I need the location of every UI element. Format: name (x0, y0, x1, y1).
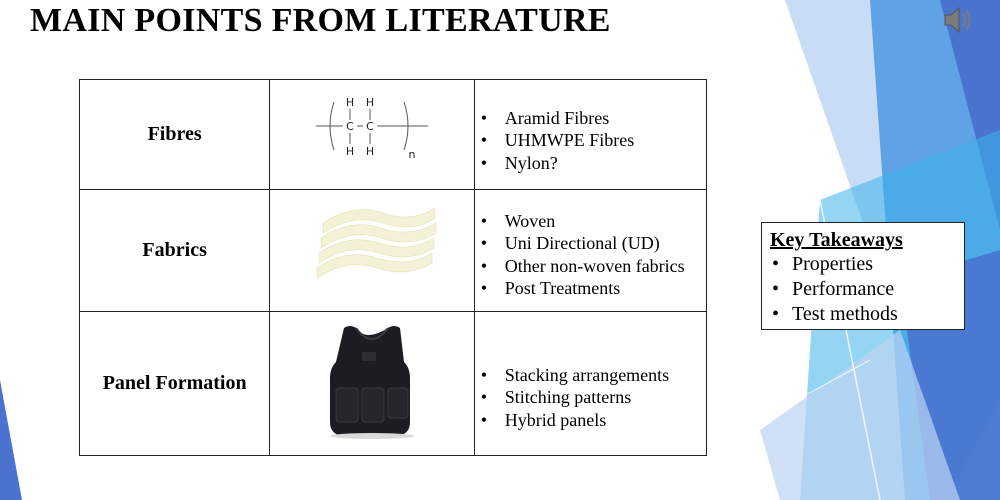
literature-table (79, 79, 707, 456)
svg-text:H: H (345, 96, 355, 109)
fabric-layers-icon (270, 190, 474, 312)
list-item: • Test methods (770, 302, 956, 327)
svg-text:H: H (345, 145, 355, 158)
list-item: • Post Treatments (481, 277, 706, 300)
svg-text:C: C (366, 120, 374, 133)
table-row (80, 190, 707, 312)
bullet-list (475, 95, 706, 175)
bullet-cell (474, 190, 706, 312)
key-takeaways-heading: Key Takeaways (770, 229, 903, 251)
list-item: • Stacking arrangements (481, 364, 706, 387)
row-label: Fibres (80, 80, 270, 190)
row-label: Fabrics (80, 190, 270, 312)
bullet-cell (474, 80, 706, 190)
key-takeaways-list (770, 252, 956, 327)
svg-text:H: H (365, 96, 375, 109)
list-item: • Performance (770, 277, 956, 302)
bullet-cell (474, 312, 706, 456)
list-item: • Hybrid panels (481, 409, 706, 432)
list-item: • UHMWPE Fibres (481, 129, 706, 152)
svg-text:H: H (365, 145, 375, 158)
list-item: • Nylon? (481, 152, 706, 175)
list-item: • Other non-woven fabrics (481, 255, 706, 278)
row-label: Panel Formation (80, 312, 270, 456)
list-item: • Uni Directional (UD) (481, 232, 706, 255)
list-item: • Woven (481, 210, 706, 233)
bullet-list (475, 336, 706, 432)
table-row (80, 312, 707, 456)
slide-title: MAIN POINTS FROM LITERATURE (30, 2, 611, 39)
speaker-icon[interactable] (940, 2, 976, 38)
svg-text:C: C (346, 120, 354, 133)
list-item: • Stitching patterns (481, 386, 706, 409)
table-row (80, 80, 707, 190)
bullet-list (475, 202, 706, 300)
svg-text:n: n (408, 148, 416, 161)
key-takeaways-box (761, 222, 965, 330)
body-armour-vest-icon (270, 312, 474, 456)
polyethylene-structure-icon (270, 80, 474, 190)
list-item: • Aramid Fibres (481, 107, 706, 130)
list-item: • Properties (770, 252, 956, 277)
